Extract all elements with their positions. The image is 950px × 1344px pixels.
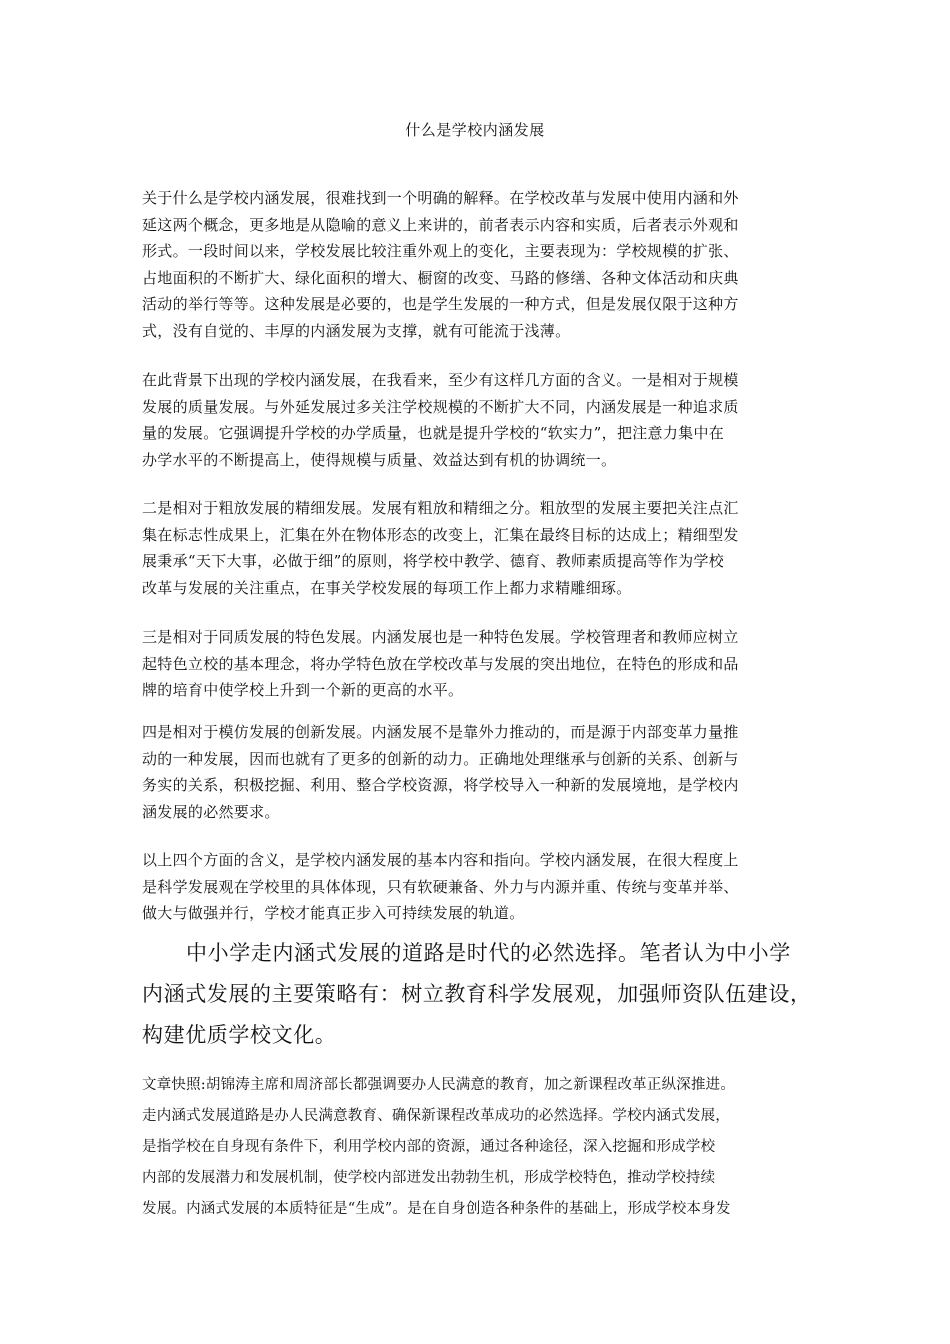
paragraph-line: 形式。一段时间以来，学校发展比较注重外观上的变化，主要表现为：学校规模的扩张、	[142, 242, 739, 261]
excerpt-line: 发展。内涵式发展的本质特征是“生成”。是在自身创造各种条件的基础上，形成学校本身发	[142, 1201, 731, 1217]
highlight-paragraph	[142, 933, 842, 1056]
paragraph-line: 展秉承“天下大事，必做于细”的原则，将学校中教学、德育、教师素质提高等作为学校	[142, 552, 725, 571]
paragraph-5	[142, 719, 822, 825]
paragraph-line: 关于什么是学校内涵发展，很难找到一个明确的解释。在学校改革与发展中使用内涵和外	[142, 189, 739, 207]
document-title: 什么是学校内涵发展	[405, 121, 545, 139]
paragraph-line: 二是相对于粗放发展的精细发展。发展有粗放和精细之分。粗放型的发展主要把关注点汇	[142, 499, 739, 517]
paragraph-line: 占地面积的不断扩大、绿化面积的增大、橱窗的改变、马路的修缮、各种文体活动和庆典	[142, 268, 739, 287]
paragraph-line: 起特色立校的基本理念，将办学特色放在学校改革与发展的突出地位，在特色的形成和品	[142, 654, 739, 673]
excerpt-line: 内部的发展潜力和发展机制，使学校内部迸发出勃勃生机，形成学校特色，推动学校持续	[142, 1170, 716, 1186]
paragraph-line: 活动的举行等等。这种发展是必要的，也是学生发展的一种方式，但是发展仅限于这种方	[142, 295, 739, 314]
paragraph-line: 集在标志性成果上，汇集在外在物体形态的改变上，汇集在最终目标的达成上；精细型发	[142, 525, 739, 544]
paragraph-line: 做大与做强并行，学校才能真正步入可持续发展的轨道。	[142, 904, 525, 923]
paragraph-line: 四是相对于模仿发展的创新发展。内涵发展不是靠外力推动的，而是源于内部变革力量推	[142, 723, 739, 741]
paragraph-line: 在此背景下出现的学校内涵发展，在我看来，至少有这样几方面的含义。一是相对于规模	[142, 371, 739, 389]
paragraph-2	[142, 367, 822, 473]
paragraph-line: 办学水平的不断提高上，使得规模与质量、效益达到有机的协调统一。	[142, 450, 617, 469]
paragraph-line: 动的一种发展，因而也就有了更多的创新的动力。正确地处理继承与创新的关系、创新与	[142, 749, 739, 768]
paragraph-3	[142, 495, 822, 601]
excerpt-line: 走内涵式发展道路是办人民满意教育、确保新课程改革成功的必然选择。学校内涵式发展，	[142, 1108, 730, 1124]
paragraph-line: 是科学发展观在学校里的具体体现，只有软硬兼备、外力与内源并重、传统与变革并举、	[142, 877, 739, 896]
paragraph-line: 三是相对于同质发展的特色发展。内涵发展也是一种特色发展。学校管理者和教师应树立	[142, 628, 739, 646]
paragraph-line: 务实的关系，积极挖掘、利用、整合学校资源，将学校导入一种新的发展境地，是学校内	[142, 776, 739, 795]
paragraph-line: 发展的质量发展。与外延发展过多关注学校规模的不断扩大不同，内涵发展是一种追求质	[142, 397, 739, 416]
paragraph-line: 以上四个方面的含义，是学校内涵发展的基本内容和指向。学校内涵发展，在很大程度上	[142, 851, 739, 869]
highlight-line: 中小学走内涵式发展的道路是时代的必然选择。笔者认为中小学	[186, 941, 791, 965]
excerpt-line: 是指学校在自身现有条件下，利用学校内部的资源，通过各种途径，深入挖掘和形成学校	[142, 1139, 716, 1155]
paragraph-line: 涵发展的必然要求。	[142, 802, 280, 821]
excerpt-line: 文章快照:胡锦涛主席和周济部长都强调要办人民满意的教育，加之新课程改革正纵深推进。	[142, 1077, 736, 1093]
paragraph-line: 延这两个概念，更多地是从隐喻的意义上来讲的，前者表示内容和实质，后者表示外观和	[142, 215, 739, 234]
paragraph-1	[142, 185, 822, 345]
highlight-line: 内涵式发展的主要策略有：树立教育科学发展观，加强师资队伍建设，	[142, 982, 812, 1006]
paragraph-line: 式，没有自觉的、丰厚的内涵发展为支撑，就有可能流于浅薄。	[142, 321, 571, 340]
paragraph-4	[142, 624, 822, 704]
paragraph-line: 改革与发展的关注重点，在事关学校发展的每项工作上都力求精雕细琢。	[142, 578, 632, 597]
highlight-line: 构建优质学校文化。	[142, 1023, 337, 1047]
paragraph-6	[142, 847, 822, 927]
paragraph-line: 量的发展。它强调提升学校的办学质量，也就是提升学校的“软实力”，把注意力集中在	[142, 424, 725, 443]
paragraph-line: 牌的培育中使学校上升到一个新的更高的水平。	[142, 681, 464, 700]
excerpt-paragraph	[142, 1070, 842, 1225]
